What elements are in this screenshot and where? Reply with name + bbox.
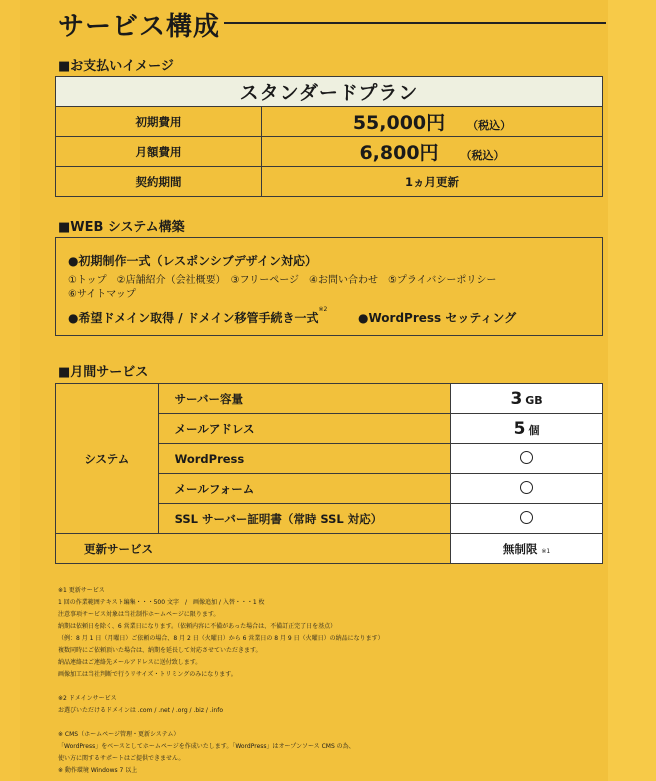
monthly-heading: ■月間サービス [58,365,149,380]
mail-form-label: メールフォーム [158,474,451,504]
footnote-line: ※2 ドメインサービス [58,695,117,702]
update-service-label: 更新サービス [56,534,451,564]
monthly-fee-value: 6,800円 [359,142,439,164]
initial-fee-cell [262,107,603,137]
web-system-box [55,237,603,336]
footnote-line: 「WordPress」をベースとしてホームページを作成いたします。「WordPress」はオープンソース CMS の為、 [58,743,355,750]
title-row [58,6,606,40]
included-circle-icon [520,451,533,464]
monthly-table [55,383,603,564]
ssl-cell [451,504,603,534]
table-row [56,534,603,564]
web-line-domain-text: ●希望ドメイン取得 / ドメイン移管手続き一式 [68,311,319,325]
server-capacity-value: 3 [510,388,523,409]
update-service-cell [451,534,603,564]
monthly-fee-label: 月額費用 [56,137,262,167]
domain-note-mark: ※2 [318,306,328,313]
web-line-wordpress: ●WordPress セッティング [358,311,517,325]
initial-fee-value: 55,000円 [352,112,446,134]
contract-period-value: 1ヵ月更新 [404,174,459,189]
footnote-line: お選びいただけるドメインは .com / .net / .org / .biz / .info [58,707,223,714]
mail-address-cell [451,414,603,444]
server-capacity-cell [451,384,603,414]
footnote-line: （例：8 月 1 日（月曜日）ご依頼の場合、8 月 2 日（火曜日）から 6 営業日の 8 月 9 日（火曜日）の納品になります） [58,635,384,642]
web-line-sitemap: ⑥サイトマップ [68,289,136,300]
footnote-line: 使い方に関するサポートはご提供できません。 [58,755,185,762]
plan-name: スタンダードプラン [56,77,603,107]
initial-fee-label: 初期費用 [56,107,262,137]
contract-period-label: 契約期間 [56,167,262,197]
mail-address-value: 5 [513,418,526,439]
web-line-initial: ●初期制作一式（レスポンシブデザイン対応） [68,254,317,268]
title-divider [224,22,606,24]
left-margin-strip [0,0,20,781]
web-heading: ■WEB システム構築 [58,220,185,235]
footnote-spacer [58,681,598,693]
payment-heading: ■お支払いイメージ [58,59,174,74]
system-label: システム [56,384,159,534]
update-service-value: 無制限 [502,541,538,556]
mail-address-unit: 個 [528,423,540,437]
footnote-spacer [58,717,598,729]
wordpress-label: WordPress [158,444,451,474]
footnote-line: 注意事項サービス対象は当社制作ホームページに限ります。 [58,611,220,618]
web-line-domain [68,306,328,326]
wordpress-cell [451,444,603,474]
web-line-pages: ①トップ ②店舗紹介（会社概要） ③フリーページ ④お問い合わせ ⑤プライバシーポリシー [68,275,497,286]
server-capacity-unit: GB [525,393,543,407]
right-margin-strip [608,0,656,781]
contract-period-cell [262,167,603,197]
table-row [56,107,603,137]
table-row [56,167,603,197]
footnote-line: ※ CMS（ホームページ管理・更新システム） [58,731,180,738]
mail-form-cell [451,474,603,504]
server-capacity-label: サーバー容量 [158,384,451,414]
monthly-fee-cell [262,137,603,167]
footnote-line: 納品連絡はご連絡先メールアドレスに送付致します。 [58,659,202,666]
included-circle-icon [520,481,533,494]
page-title: サービス構成 [58,12,221,42]
footnote-line: 1 回の作業範囲テキスト編集・・・500 文字 / 画像追加 / 入替・・・1 枚 [58,599,265,606]
included-circle-icon [520,511,533,524]
footnote-line: ※1 更新サービス [58,587,105,594]
monthly-fee-tax: （税込） [460,149,505,162]
footnotes [58,585,598,777]
footnote-line: 画像加工は当社判断で行うリサイズ・トリミングのみになります。 [58,671,237,678]
mail-address-label: メールアドレス [158,414,451,444]
initial-fee-tax: （税込） [467,119,512,132]
footnote-line: 納期は依頼日を除く、6 営業日になります。（依頼内容に不備があった場合は、不備訂正完了日を基点） [58,623,337,630]
update-note-mark: ※1 [541,547,551,555]
ssl-label: SSL サーバー証明書（常時 SSL 対応） [158,504,451,534]
table-row [56,384,603,414]
payment-table [55,76,603,197]
footnote-line: ※ 動作環境 Windows 7 以上 [58,767,138,774]
table-row [56,137,603,167]
footnote-line: 複数同時にご依頼頂いた場合は、納期を延長して対応させていただきます。 [58,647,262,654]
